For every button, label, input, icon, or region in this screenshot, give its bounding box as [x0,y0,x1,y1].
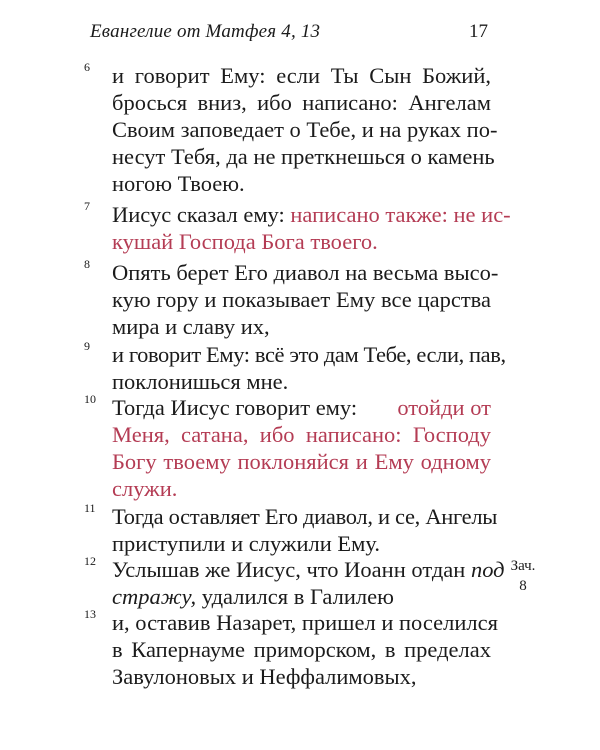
words-of-christ: служи. [112,476,178,501]
verse-number: 8 [84,257,90,271]
words-of-christ: отойди от [397,395,491,420]
words-of-christ: написано также: не ис- [290,202,511,227]
verse-line: и, оставив Назарет, пришел и поселился [112,610,498,635]
verse-line: поклонишься мне. [112,369,289,394]
verse-line: мира и славу их, [112,314,270,339]
verse-13 [84,607,498,690]
verse-text: Иисус сказал ему: [112,202,291,227]
verse-number: 12 [84,554,96,568]
verse-number: 13 [84,607,96,621]
verse-12 [84,554,505,610]
verse-line: и говорит Ему: всё это дам Тебе, если, пав, [112,342,506,367]
verse-text: Услышав же Иисус, что Иоанн отдан [112,557,471,582]
page-number: 17 [469,21,488,42]
verse-line: Тогда оставляет Его диавол, и се, Ангелы [112,504,498,529]
verse-11 [84,501,498,557]
verse-10 [84,392,491,502]
verse-number: 9 [84,339,90,353]
words-of-christ: Меня, сатана, ибо написано: Господу [112,422,491,447]
verse-line: приступили и служили Ему. [112,531,381,556]
verse-7 [84,199,511,255]
verse-text: удалился в Галилею [196,584,394,609]
verse-line [112,394,491,421]
verse-8 [84,257,499,340]
verse-line: кую гору и показывает Ему все царства [112,287,491,312]
verse-number: 7 [84,199,90,213]
verse-line: и говорит Ему: если Ты Сын Божий, [112,63,491,88]
verse-line: Опять берет Его диавол на весьма высо- [112,260,499,285]
verse-line [112,583,491,610]
reading-marker [500,556,546,596]
verse-line: несут Тебя, да не преткнешься о камень [112,144,495,169]
verse-number: 11 [84,501,96,515]
running-header [90,21,490,51]
verse-line [112,201,511,228]
verse-9 [84,339,506,395]
verse-number: 10 [84,392,96,406]
italic-word: под [470,557,505,582]
verse-line [112,556,505,583]
verse-line: в Капернауме приморском, в пределах [112,637,491,662]
verse-line: Завулоновых и Неффалимовых, [112,664,417,689]
italic-word: стражу, [112,584,197,609]
words-of-christ: кушай Господа Бога твоего. [112,229,378,254]
verse-6 [84,60,498,197]
reading-marker-label: Зач. [510,558,536,574]
verse-line: ногою Твоею. [112,171,245,196]
reading-marker-number: 8 [519,578,527,594]
running-title: Евангелие от Матфея 4, 13 [90,21,321,42]
words-of-christ: Богу твоему поклоняйся и Ему одному [112,449,491,474]
verse-line: бросься вниз, ибо написано: Ангелам [112,90,491,115]
verse-line: Своим заповедает о Тебе, и на руках по- [112,117,498,142]
verse-text: Тогда Иисус говорит ему: [112,395,358,420]
verse-number: 6 [84,60,90,74]
